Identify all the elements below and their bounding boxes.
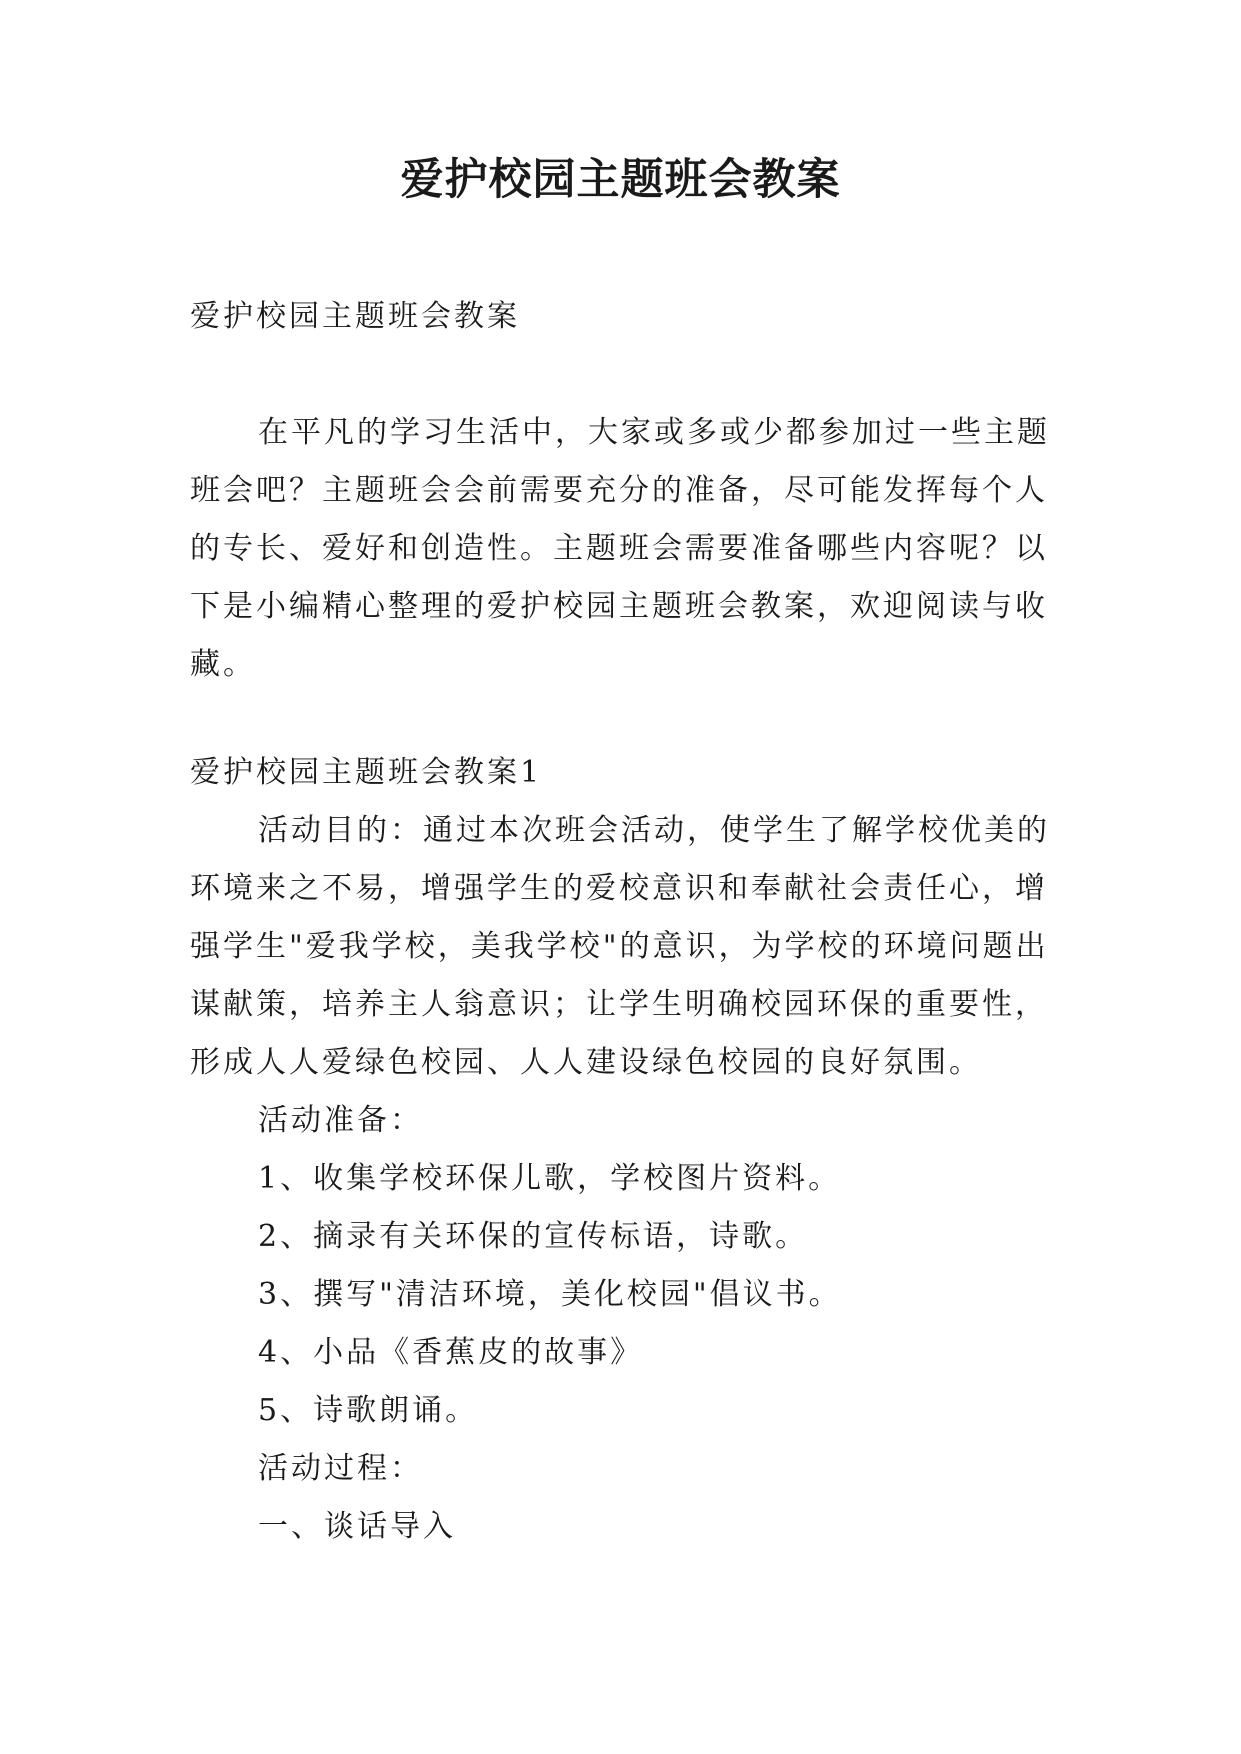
process-label: 活动过程： (258, 1451, 423, 1486)
document-title: 爱护校园主题班会教案 (400, 155, 841, 205)
subtitle-text: 爱护校园主题班会教案 (190, 299, 520, 334)
section-1 (190, 744, 1070, 1556)
preparation-label: 活动准备： (258, 1103, 423, 1138)
preparation-item-5: 5、诗歌朗诵。 (258, 1393, 479, 1428)
intro-paragraph: 在平凡的学习生活中，大家或多或少都参加过一些主题班会吧？主题班会会前需要充分的准备，尽可能发挥每个人的专长、爱好和创造性。主题班会需要准备哪些内容呢？以下是小编精心整理的爱护校园主题班会教案，欢迎阅读与收藏。 (190, 415, 1050, 682)
intro-paragraph-block (190, 404, 1070, 694)
process-step-1: 一、谈话导入 (258, 1509, 456, 1544)
section-heading: 爱护校园主题班会教案1 (190, 755, 543, 790)
preparation-item-3: 3、撰写"清洁环境，美化校园"倡议书。 (258, 1277, 842, 1312)
purpose-paragraph: 活动目的：通过本次班会活动，使学生了解学校优美的环境来之不易，增强学生的爱校意识和奉献社会责任心，增强学生"爱我学校，美我学校"的意识，为学校的环境问题出谋献策，培养主人翁意识；让学生明确校园环保的重要性，形成人人爱绿色校园、人人建设绿色校园的良好氛围。 (190, 813, 1050, 1080)
preparation-item-1: 1、收集学校环保儿歌，学校图片资料。 (258, 1161, 842, 1196)
preparation-item-2: 2、摘录有关环保的宣传标语，诗歌。 (258, 1219, 809, 1254)
preparation-item-4: 4、小品《香蕉皮的故事》 (258, 1335, 644, 1370)
document-subtitle (190, 288, 1070, 346)
